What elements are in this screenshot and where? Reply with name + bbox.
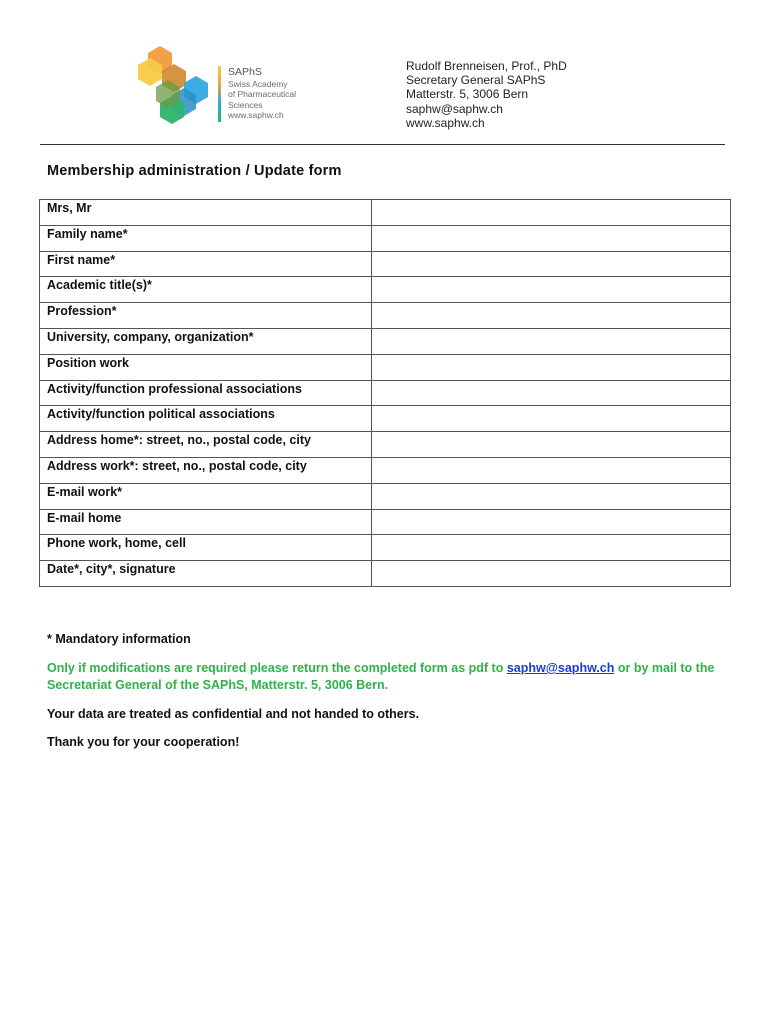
field-input-date-city-signature[interactable] (371, 561, 730, 587)
form-row (40, 328, 731, 354)
form-row (40, 277, 731, 303)
address-email[interactable]: saphw@saphw.ch (406, 101, 503, 116)
address-line: Rudolf Brenneisen, Prof., PhD (406, 59, 567, 73)
field-input-academic-titles[interactable] (371, 277, 730, 303)
address-line: Matterstr. 5, 3006 Bern (406, 87, 529, 102)
logo-line: Swiss Academy (228, 79, 288, 89)
form-row (40, 406, 731, 432)
thanks-note: Thank you for your cooperation! (47, 735, 240, 749)
form-row (40, 200, 731, 226)
address-line: Secretary General SAPhS (406, 73, 546, 88)
field-label-family-name: Family name* (40, 225, 372, 251)
field-label-organization: University, company, organization* (40, 328, 372, 354)
header-divider (40, 144, 725, 145)
field-label-first-name: First name* (40, 251, 372, 277)
sender-address (406, 59, 567, 130)
field-label-profession: Profession* (40, 303, 372, 329)
field-input-organization[interactable] (371, 328, 730, 354)
field-input-position-work[interactable] (371, 354, 730, 380)
field-label-political-associations: Activity/function political associations (40, 406, 372, 432)
membership-form-table (39, 199, 731, 587)
field-input-address-work[interactable] (371, 457, 730, 483)
return-text-before: Only if modifications are required please return the completed form as pdf to (47, 661, 507, 675)
field-input-family-name[interactable] (371, 225, 730, 251)
field-input-professional-associations[interactable] (371, 380, 730, 406)
logo-line: www.saphw.ch (228, 110, 284, 121)
form-notes (47, 632, 737, 749)
field-input-phone[interactable] (371, 535, 730, 561)
form-row (40, 483, 731, 509)
form-row (40, 354, 731, 380)
saphs-hexagon-icon (138, 44, 218, 126)
logo-line: Sciences (228, 99, 263, 110)
field-input-first-name[interactable] (371, 251, 730, 277)
field-label-email-home: E-mail home (40, 509, 372, 535)
field-label-position-work: Position work (40, 354, 372, 380)
return-email-link[interactable]: saphw@saphw.ch (506, 661, 615, 675)
field-input-email-work[interactable] (371, 483, 730, 509)
logo-line: of Pharmaceutical (228, 89, 297, 100)
field-input-email-home[interactable] (371, 509, 730, 535)
field-input-political-associations[interactable] (371, 406, 730, 432)
field-input-salutation[interactable] (371, 200, 730, 226)
logo-divider (218, 66, 221, 122)
field-input-profession[interactable] (371, 303, 730, 329)
field-label-address-work: Address work*: street, no., postal code, city (40, 457, 372, 483)
return-instructions (47, 660, 737, 693)
form-row (40, 535, 731, 561)
form-row (40, 432, 731, 458)
form-row (40, 509, 731, 535)
form-row (40, 225, 731, 251)
logo-name: SAPhS (228, 66, 262, 78)
field-label-salutation: Mrs, Mr (40, 200, 372, 226)
return-text-after: or by mail to the Secretariat General of the SAPhS, Matterstr. 5, 3006 Bern. (47, 661, 715, 692)
field-label-academic-titles: Academic title(s)* (40, 277, 372, 303)
logo-text (228, 66, 296, 121)
mandatory-note: * Mandatory information (47, 632, 191, 646)
address-website[interactable]: www.saphw.ch (406, 115, 485, 130)
field-label-address-home: Address home*: street, no., postal code, city (40, 432, 372, 458)
form-row (40, 251, 731, 277)
form-row (40, 303, 731, 329)
form-title: Membership administration / Update form (47, 163, 342, 179)
field-label-date-city-signature: Date*, city*, signature (40, 561, 372, 587)
form-row (40, 380, 731, 406)
confidential-note: Your data are treated as confidential and not handed to others. (47, 707, 420, 721)
field-input-address-home[interactable] (371, 432, 730, 458)
field-label-phone: Phone work, home, cell (40, 535, 372, 561)
form-row (40, 561, 731, 587)
field-label-professional-associations: Activity/function professional associations (40, 380, 372, 406)
form-row (40, 457, 731, 483)
field-label-email-work: E-mail work* (40, 483, 372, 509)
